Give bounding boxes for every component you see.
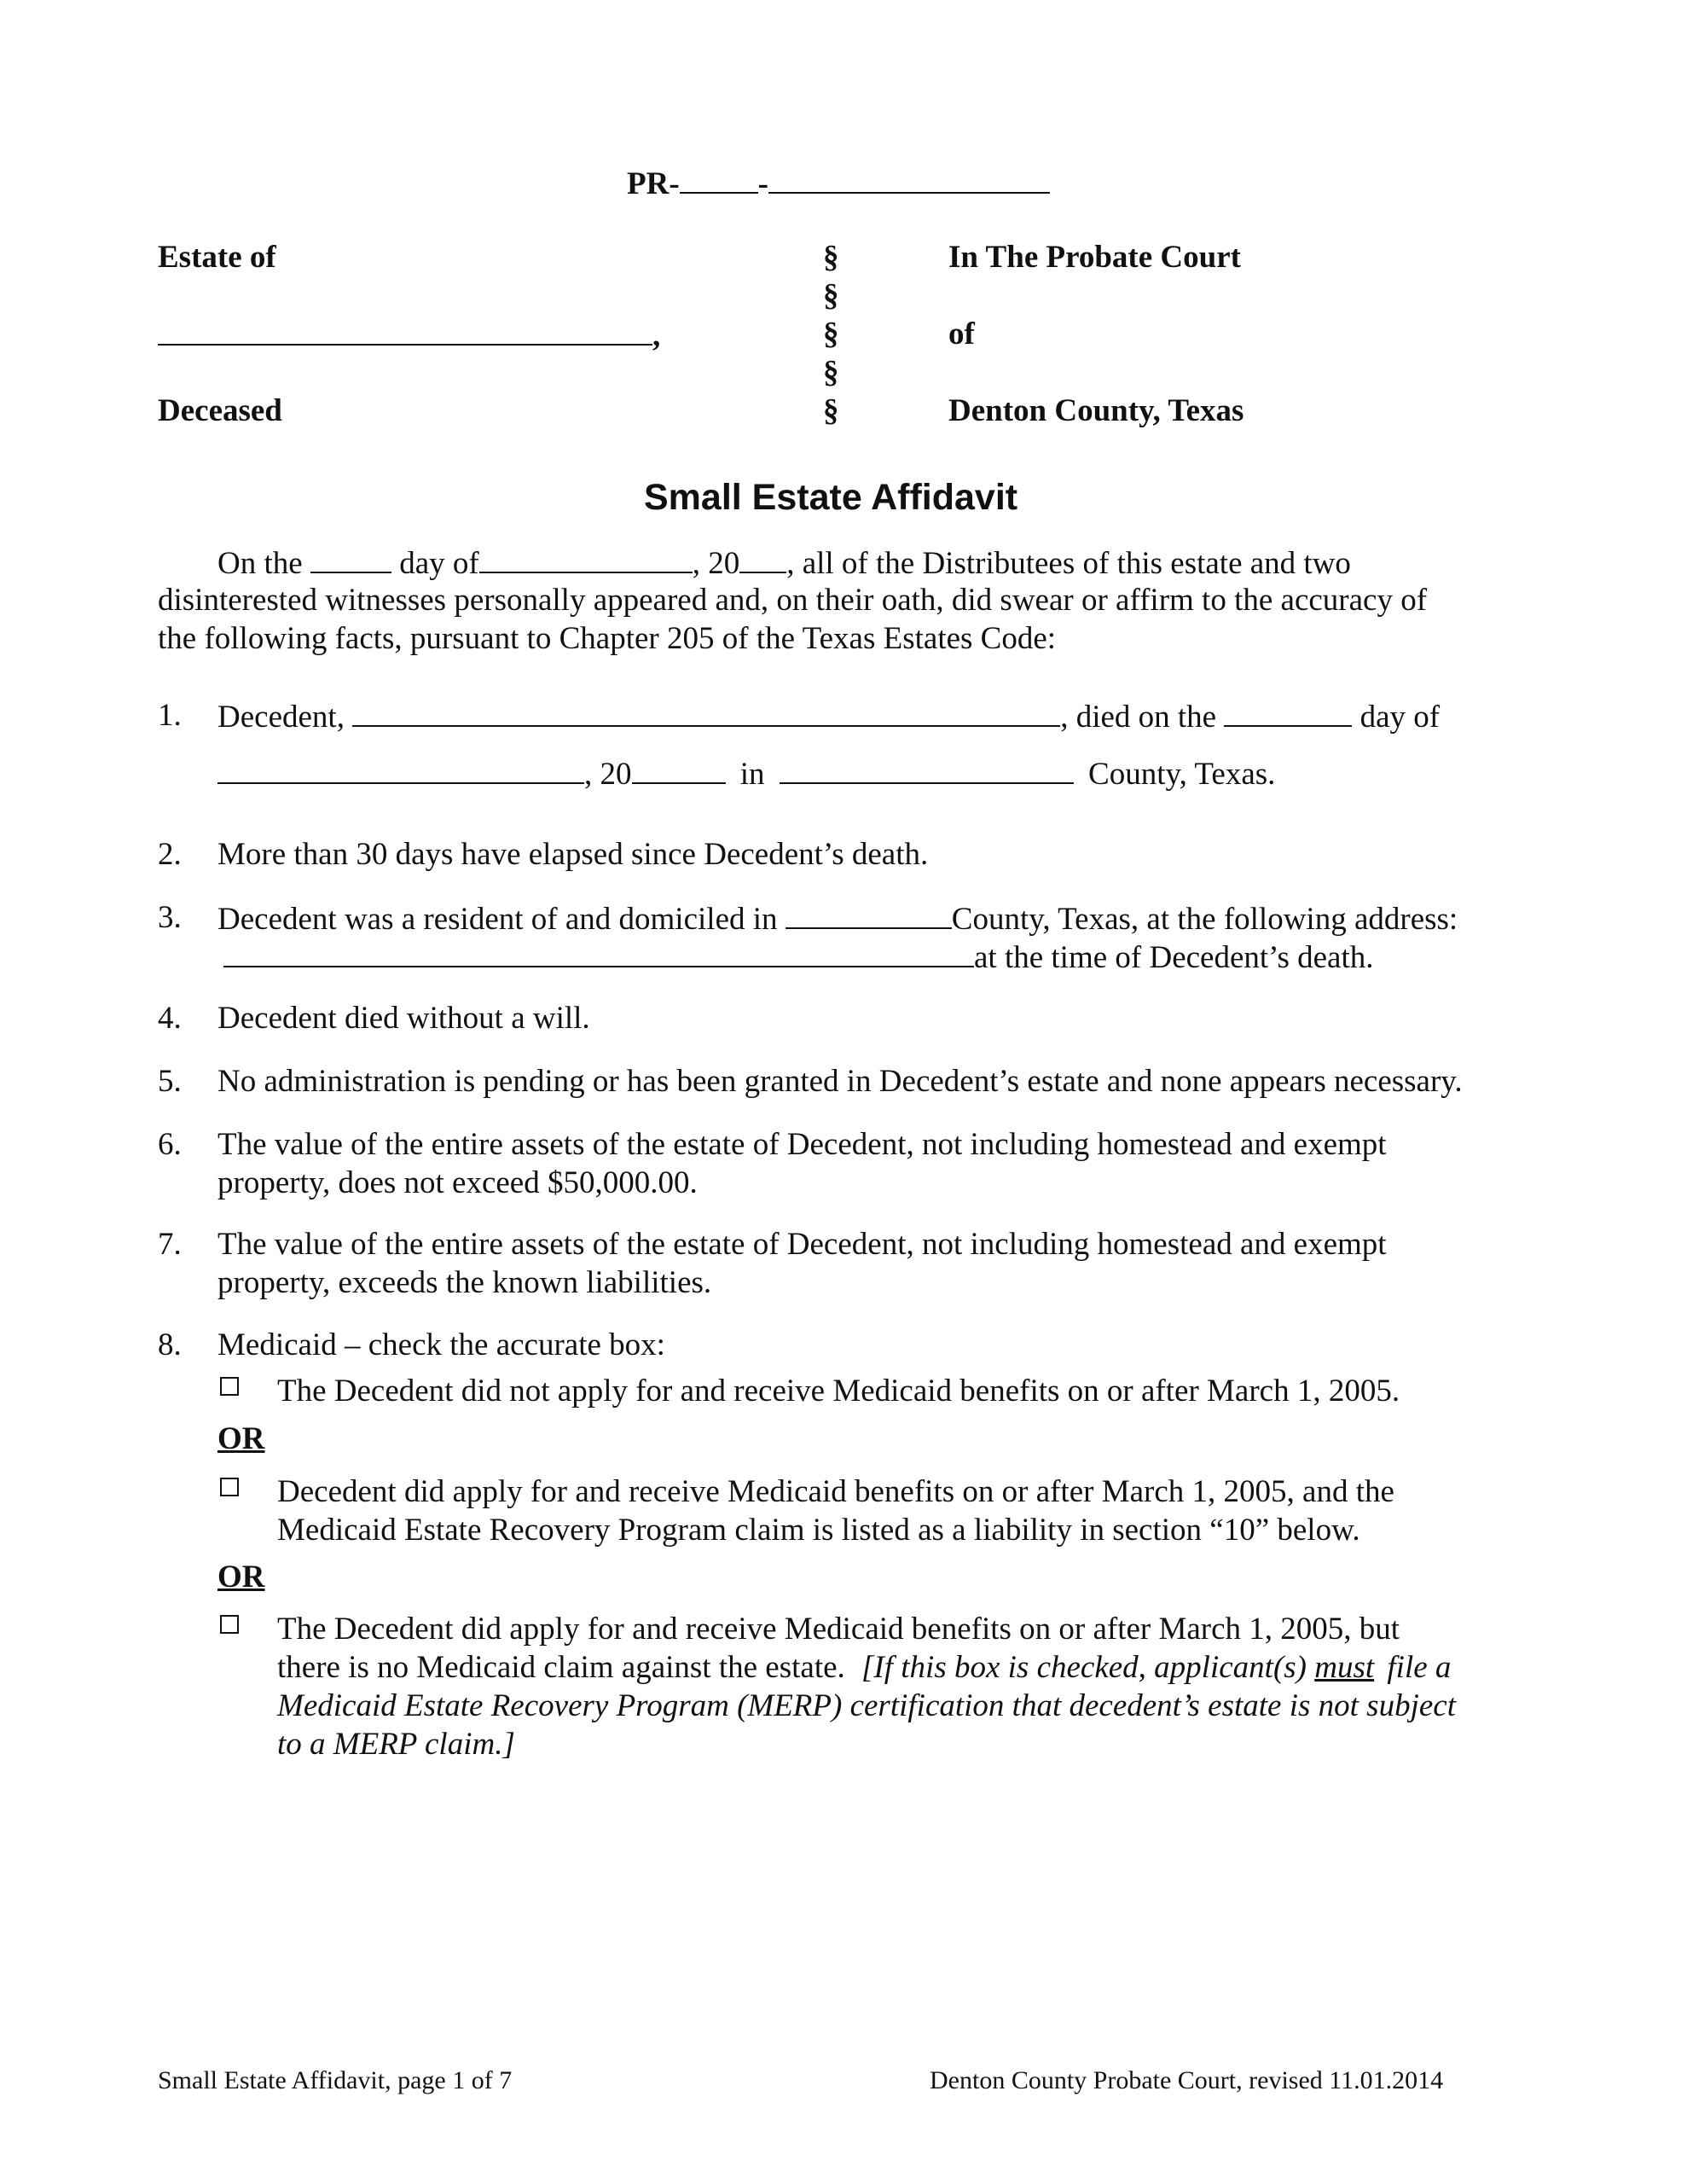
section-symbol: §	[823, 393, 839, 428]
item-3-text-c: at the time of Decedent’s death.	[974, 940, 1374, 975]
item-8-heading: Medicaid – check the accurate box:	[217, 1327, 665, 1362]
section-symbol: §	[823, 278, 839, 313]
decedent-name-blank[interactable]	[158, 318, 652, 346]
item-3-line-2	[223, 940, 1373, 973]
item-3-line-1	[217, 902, 1458, 935]
medicaid-option-2-checkbox[interactable]	[220, 1478, 239, 1496]
item-6-number: 6.	[158, 1127, 182, 1162]
estate-of-label: Estate of	[158, 240, 276, 275]
decedent-name-line	[158, 318, 660, 351]
document-title: Small Estate Affidavit	[644, 477, 1018, 518]
option-3-text-c: file a	[1387, 1650, 1452, 1685]
medicaid-option-3-line-2	[277, 1652, 1451, 1683]
item-5-number: 5.	[158, 1064, 182, 1099]
item-8-number: 8.	[158, 1327, 182, 1362]
death-county-blank[interactable]	[780, 757, 1074, 784]
footer-right: Denton County Probate Court, revised 11.01.2014	[930, 2066, 1444, 2094]
intro-line-1	[217, 546, 1351, 579]
intro-line-3: the following facts, pursuant to Chapter 205 of the Texas Estates Code:	[158, 621, 1057, 656]
item-6-line-2: property, does not exceed $50,000.00.	[217, 1165, 698, 1200]
footer-left: Small Estate Affidavit, page 1 of 7	[158, 2066, 513, 2094]
item-3-text-a: Decedent was a resident of and domiciled in	[217, 902, 778, 937]
intro-rest: , all of the Distributees of this estate and two	[786, 546, 1351, 581]
residence-county-blank[interactable]	[786, 902, 952, 929]
intro-on-the: On the	[217, 546, 303, 581]
intro-day-of: day of	[399, 546, 479, 581]
case-number-line	[627, 166, 1050, 200]
section-symbol: §	[823, 317, 839, 351]
item-1-number: 1.	[158, 698, 182, 733]
item-1-county-texas: County, Texas.	[1088, 757, 1276, 792]
item-1-day-of: day of	[1359, 700, 1441, 735]
death-month-blank[interactable]	[217, 757, 584, 784]
intro-twenty: , 20	[692, 546, 740, 581]
case-number-blank-2[interactable]	[768, 166, 1050, 194]
medicaid-option-2-line-2: Medicaid Estate Recovery Program claim is listed as a liability in section “10” below.	[277, 1513, 1360, 1548]
item-7-line-1: The value of the entire assets of the estate of Decedent, not including homestead and exempt	[217, 1227, 1387, 1262]
item-3-number: 3.	[158, 900, 182, 935]
item-2-number: 2.	[158, 837, 182, 872]
case-prefix: PR-	[627, 166, 680, 201]
item-1-line-1	[217, 700, 1440, 733]
option-3-text-b: [If this box is checked, applicant(s)	[861, 1650, 1307, 1685]
item-1-decedent: Decedent,	[217, 700, 345, 735]
item-4-text: Decedent died without a will.	[217, 1001, 590, 1036]
intro-day-blank[interactable]	[310, 546, 391, 573]
or-separator: OR	[217, 1421, 265, 1456]
intro-month-blank[interactable]	[479, 546, 693, 573]
item-1-died-on: , died on the	[1060, 700, 1217, 735]
item-1-twenty: , 20	[584, 757, 632, 792]
medicaid-option-3-checkbox[interactable]	[220, 1615, 239, 1634]
item-1-in: in	[739, 757, 765, 792]
item-3-text-b: County, Texas, at the following address:	[951, 902, 1458, 937]
medicaid-option-3-line-3: Medicaid Estate Recovery Program (MERP) certification that decedent’s estate is not subject	[277, 1688, 1456, 1723]
option-3-must: must	[1314, 1650, 1375, 1685]
item-2-text: More than 30 days have elapsed since Decedent’s death.	[217, 837, 929, 872]
medicaid-option-1-text: The Decedent did not apply for and receive Medicaid benefits on or after March 1, 2005.	[277, 1374, 1400, 1409]
case-number-blank-1[interactable]	[680, 166, 758, 194]
intro-line-2: disinterested witnesses personally appeared and, on their oath, did swear or affirm to the accuracy of	[158, 583, 1428, 618]
medicaid-option-1-checkbox[interactable]	[220, 1377, 239, 1396]
court-line-2: of	[948, 317, 975, 351]
option-3-text-a: there is no Medicaid claim against the estate.	[277, 1650, 845, 1685]
death-year-blank[interactable]	[632, 757, 726, 784]
item-1-line-2	[217, 757, 1275, 790]
case-separator: -	[757, 166, 768, 201]
medicaid-option-3-line-4: to a MERP claim.]	[277, 1727, 515, 1762]
decedent-full-name-blank[interactable]	[352, 700, 1060, 727]
intro-year-blank[interactable]	[739, 546, 786, 573]
section-symbol: §	[823, 240, 839, 275]
deceased-label: Deceased	[158, 393, 282, 428]
item-6-line-1: The value of the entire assets of the estate of Decedent, not including homestead and exempt	[217, 1127, 1387, 1162]
residence-address-blank[interactable]	[223, 940, 974, 967]
item-7-line-2: property, exceeds the known liabilities.	[217, 1265, 712, 1300]
item-7-number: 7.	[158, 1227, 182, 1262]
caption-comma: ,	[652, 318, 661, 353]
item-5-text: No administration is pending or has been granted in Decedent’s estate and none appears necessary.	[217, 1064, 1463, 1099]
or-separator: OR	[217, 1560, 265, 1594]
death-day-blank[interactable]	[1224, 700, 1352, 727]
section-symbol: §	[823, 355, 839, 390]
court-line-3: Denton County, Texas	[948, 393, 1244, 428]
court-line-1: In The Probate Court	[948, 240, 1241, 275]
medicaid-option-3-line-1: The Decedent did apply for and receive Medicaid benefits on or after March 1, 2005, but	[277, 1612, 1400, 1647]
medicaid-option-2-line-1: Decedent did apply for and receive Medicaid benefits on or after March 1, 2005, and the	[277, 1474, 1394, 1509]
item-4-number: 4.	[158, 1001, 182, 1036]
